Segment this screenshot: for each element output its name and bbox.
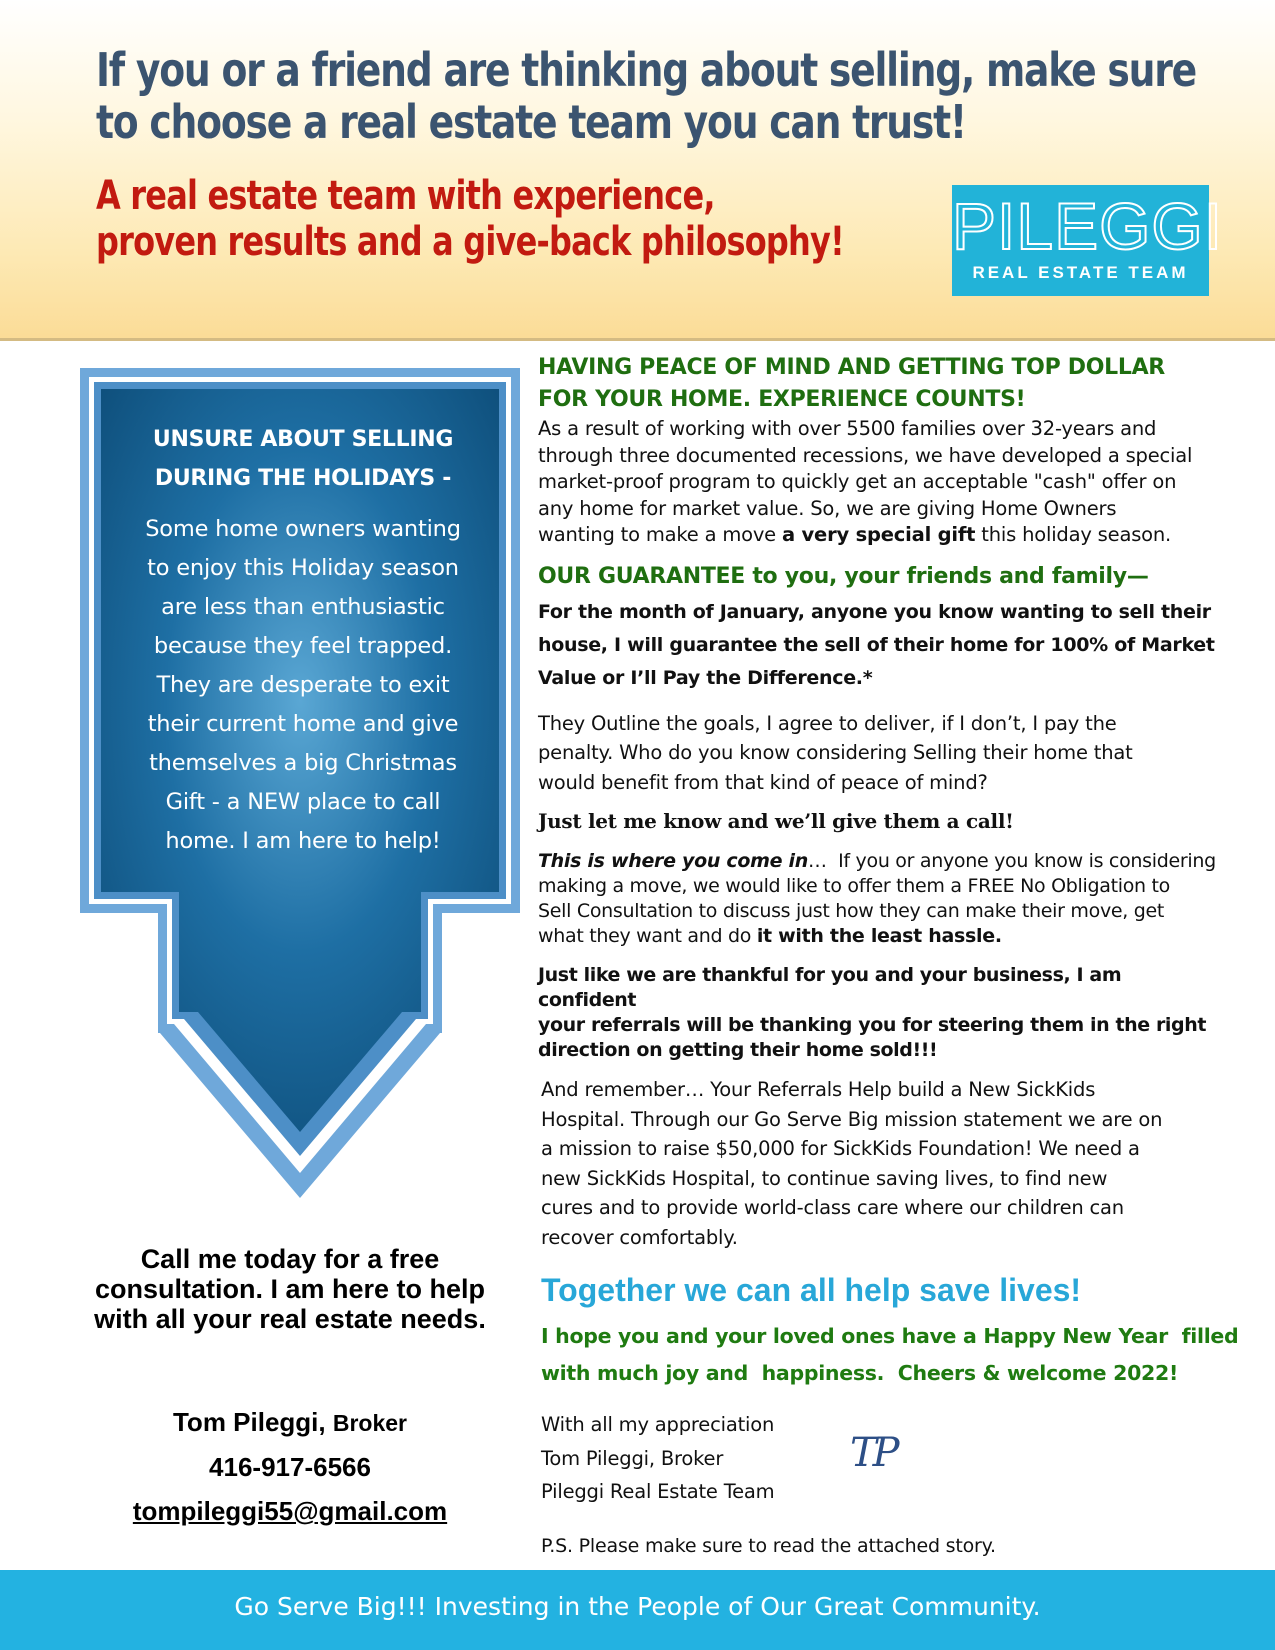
remember-line: a mission to raise $50,000 for SickKids Foundation! We need a	[541, 1137, 1140, 1160]
subheadline-line-2: proven results and a give-back philosophy!	[96, 219, 844, 265]
come-in-bold: it with the least hassle.	[756, 925, 1002, 947]
call-them-line: Just let me know and we’ll give them a call!	[538, 809, 1014, 833]
headline-line-2: to choose a real estate team you can trust!	[96, 95, 966, 149]
arrow-body-line: They are desperate to exit	[156, 672, 450, 698]
contact-name-line	[70, 1400, 510, 1445]
intro-paragraph	[538, 416, 1218, 549]
section-heading-peace-of-mind	[538, 352, 1218, 416]
intro-line: any home for market value. So, we are giving Home Owners	[538, 496, 1117, 520]
call-line-3: with all your real estate needs.	[94, 1304, 486, 1334]
section-heading-guarantee: OUR GUARANTEE to you, your friends and family—	[538, 563, 1149, 589]
contact-role: Broker	[332, 1410, 408, 1436]
new-year-wish	[538, 1318, 1239, 1392]
headline-line-1: If you or a friend are thinking about selling, make sure	[96, 43, 1196, 97]
headline	[96, 43, 1196, 149]
outline-line: would benefit from that kind of peace of mind?	[538, 770, 988, 794]
remember-line: And remember… Your Referrals Help build a New SickKids	[541, 1078, 1096, 1101]
closing-line: Pileggi Real Estate Team	[541, 1480, 775, 1503]
guarantee-line: For the month of January, anyone you know wanting to sell their	[538, 600, 1211, 623]
remember-line: cures and to provide world-class care where our children can	[541, 1196, 1124, 1219]
call-line-2: consultation. I am here to help	[94, 1274, 486, 1304]
logo-name: PILEGGI	[952, 189, 1224, 263]
footer-text: Go Serve Big!!! Investing in the People of Our Great Community.	[234, 1592, 1041, 1621]
call-line-1: Call me today for a free	[140, 1244, 440, 1274]
remember-line: new SickKids Hospital, to continue saving lives, to find new	[541, 1166, 1108, 1190]
come-in-line	[538, 924, 1218, 949]
remember-line: Hospital. Through our Go Serve Big mission statement we are on	[541, 1107, 1163, 1131]
intro-text: wanting to make a move	[538, 523, 782, 546]
arrow-body-line: home. I am here to help!	[165, 828, 441, 854]
header-banner	[0, 0, 1275, 341]
come-in-text: If you or anyone you know is considering	[826, 850, 1216, 872]
outline-line: They Outline the goals, I agree to deliver, if I don’t, I pay the	[538, 711, 1117, 735]
come-in-text: what they want and do	[538, 925, 757, 947]
arrow-body-line: themselves a big Christmas	[149, 750, 457, 776]
main-content	[538, 352, 1239, 1509]
arrow-body-line: to enjoy this Holiday season	[147, 555, 459, 581]
together-tagline: Together we can all help save lives!	[541, 1272, 1082, 1308]
arrow-body-line: their current home and give	[147, 711, 459, 737]
come-in-ellipsis: …	[807, 850, 827, 872]
intro-line	[538, 522, 1218, 549]
come-in-lead: This is where you come in	[538, 850, 808, 872]
intro-line: market-proof program to quickly get an acceptable "cash" offer on	[538, 470, 1177, 493]
remember-paragraph	[538, 1075, 1218, 1252]
call-to-action	[70, 1244, 510, 1334]
arrow-heading-line-1: UNSURE ABOUT SELLING	[152, 427, 454, 452]
guarantee-line: Value or I’ll Pay the Difference.*	[538, 666, 873, 689]
guarantee-line: house, I will guarantee the sell of their home for 100% of Market	[538, 633, 1215, 656]
thankful-line: direction on getting their home sold!!!	[538, 1039, 938, 1061]
closing-line: With all my appreciation	[541, 1413, 775, 1436]
subheadline-line-1: A real estate team with experience,	[96, 173, 715, 219]
contact-phone[interactable]: 416-917-6566	[209, 1452, 371, 1482]
footer-banner	[0, 1570, 1275, 1650]
thankful-line: your referrals will be thanking you for steering them in the right	[538, 1014, 1207, 1036]
thankful-paragraph	[538, 963, 1218, 1063]
new-year-line: I hope you and your loved ones have a Happy New Year filled	[541, 1324, 1239, 1348]
outline-paragraph	[538, 709, 1218, 798]
heading-line-1: HAVING PEACE OF MIND AND GETTING TOP DOLLAR	[538, 355, 1165, 380]
come-in-line: making a move, we would like to offer them a FREE No Obligation to	[538, 875, 1170, 897]
come-in-line	[538, 849, 1218, 874]
arrow-body-line: are less than enthusiastic	[161, 594, 445, 620]
intro-line: through three documented recessions, we have developed a special	[538, 443, 1193, 467]
subheadline	[96, 173, 844, 265]
arrow-body-line: because they feel trapped.	[153, 633, 453, 659]
signature-initials: TP	[850, 1430, 896, 1476]
intro-text: this holiday season.	[975, 523, 1172, 546]
arrow-body-line: Some home owners wanting	[145, 516, 461, 542]
arrow-text	[120, 420, 486, 861]
remember-line: recover comfortably.	[541, 1225, 738, 1249]
new-year-line: with much joy and happiness. Cheers & welcome 2022!	[541, 1361, 1179, 1385]
arrow-heading	[120, 420, 486, 498]
outline-line: penalty. Who do you know considering Selling their home that	[538, 741, 1133, 764]
intro-bold-gift: a very special gift	[781, 523, 976, 546]
intro-line: As a result of working with over 5500 families over 32-years and	[538, 417, 1157, 440]
arrow-body-line: Gift - a NEW place to call	[165, 789, 441, 815]
logo-tagline: REAL ESTATE TEAM	[972, 263, 1189, 282]
heading-line-2: FOR YOUR HOME. EXPERIENCE COUNTS!	[538, 387, 1026, 412]
contact-email-link[interactable]: tompileggi55@gmail.com	[132, 1496, 448, 1526]
closing-line: Tom Pileggi, Broker	[541, 1446, 724, 1470]
arrow-body	[120, 510, 486, 861]
contact-block	[70, 1400, 510, 1533]
contact-name: Tom Pileggi,	[172, 1407, 326, 1437]
guarantee-paragraph	[538, 596, 1218, 695]
postscript: P.S. Please make sure to read the attached story.	[541, 1535, 996, 1557]
arrow-heading-line-2: DURING THE HOLIDAYS -	[154, 466, 452, 491]
pileggi-logo	[952, 185, 1224, 296]
thankful-line: Just like we are thankful for you and your business, I am confident	[538, 964, 1122, 1011]
come-in-paragraph	[538, 849, 1218, 949]
come-in-line: Sell Consultation to discuss just how they can make their move, get	[538, 900, 1165, 922]
